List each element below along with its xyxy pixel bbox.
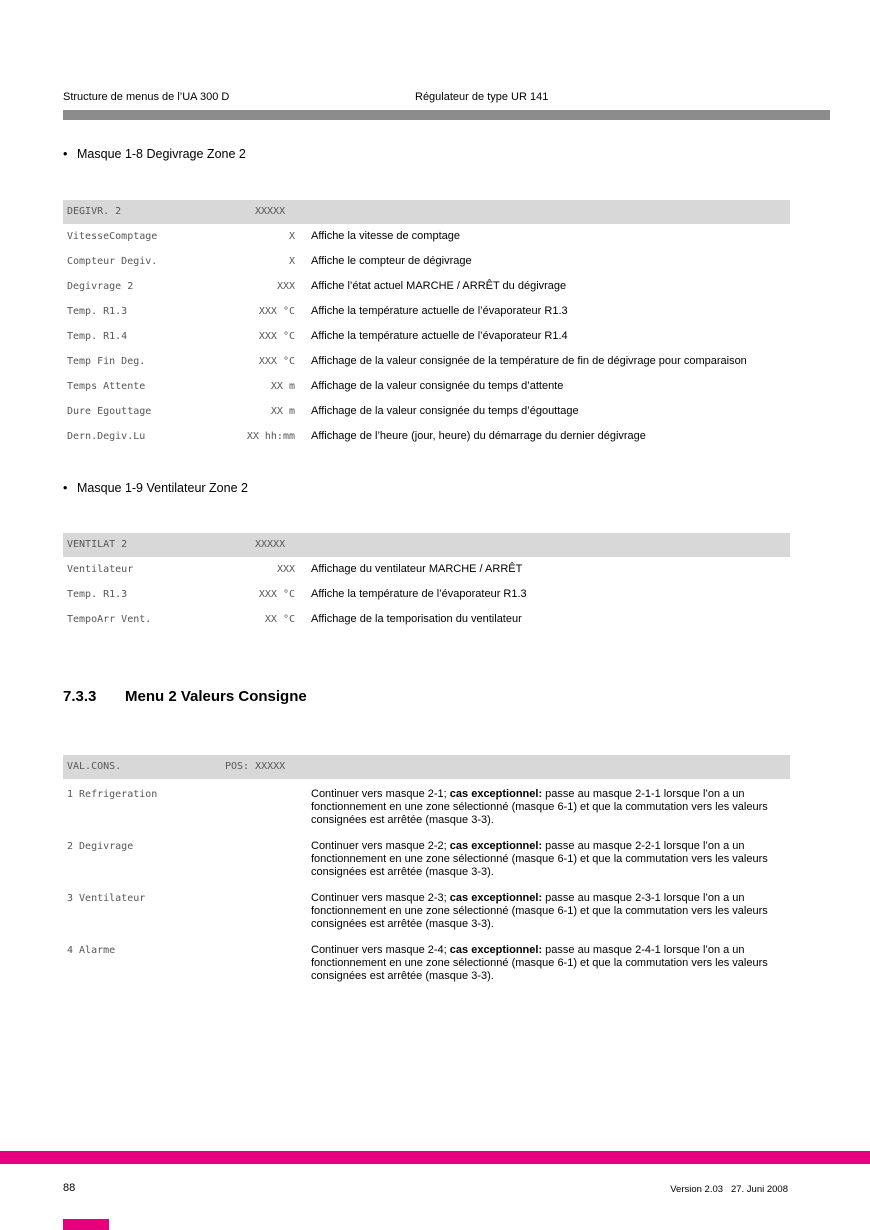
mask-table-header (63, 755, 790, 779)
bullet-masque-1-8 (63, 147, 246, 161)
page-header (63, 90, 830, 104)
field-value: X (288, 256, 295, 267)
field-description: Affichage de la valeur consignée du temps d’attente (311, 380, 564, 392)
field-value: XX m (270, 381, 295, 392)
field-value: X (288, 231, 295, 242)
field-label: Temp. R1.3 (67, 589, 128, 600)
mask-table-val-cons (63, 755, 790, 987)
mask-title: VAL.CONS. (67, 761, 122, 772)
table-row (63, 779, 790, 831)
header-left-text: Structure de menus de l’UA 300 D (63, 91, 230, 103)
page-number: 88 (63, 1182, 76, 1194)
field-description: Affichage du ventilateur MARCHE / ARRÊT (311, 563, 523, 575)
mask-header-value: POS: XXXXX (225, 761, 286, 772)
table-row (63, 883, 790, 935)
mask-table-header (63, 200, 790, 224)
mask-title: DEGIVR. 2 (67, 206, 122, 217)
field-value: XX hh:mm (246, 431, 295, 442)
table-row (63, 274, 790, 299)
version-text: Version 2.03 27. Juni 2008 (670, 1184, 788, 1195)
section-number: 7.3.3 (63, 688, 97, 705)
bullet-marker: • (63, 481, 68, 495)
menu-item-label: 4 Alarme (67, 945, 116, 956)
field-value: XX m (270, 406, 295, 417)
footer-accent-bar (0, 1151, 870, 1164)
field-value: XXX (276, 281, 295, 292)
table-row (63, 935, 790, 987)
field-value: XX °C (264, 614, 295, 625)
table-row (63, 299, 790, 324)
menu-item-description: Continuer vers masque 2-3; cas exceptionnel: passe au masque 2-3-1 lorsque l’on a un fonctionnement en une zone sélectionné (masque 6-1) et que la commutation vers les valeurs consignées est arrêtée (masque 3-3). (311, 892, 768, 930)
mask-header-value: XXXXX (255, 206, 286, 217)
table-row (63, 582, 790, 607)
field-value: XXX °C (258, 331, 295, 342)
menu-item-description: Continuer vers masque 2-1; cas exceptionnel: passe au masque 2-1-1 lorsque l’on a un fonctionnement en une zone sélectionné (masque 6-1) et que la commutation vers les valeurs consignées est arrêtée (masque 3-3). (311, 788, 768, 826)
field-value: XXX °C (258, 589, 295, 600)
field-label: TempoArr Vent. (67, 614, 152, 625)
field-label: VitesseComptage (67, 231, 158, 242)
field-value: XXX °C (258, 356, 295, 367)
field-description: Affiche l’état actuel MARCHE / ARRÊT du dégivrage (311, 280, 567, 292)
field-label: Temp Fin Deg. (67, 356, 146, 367)
field-label: Ventilateur (67, 564, 134, 575)
mask-table-ventilat-2 (63, 533, 790, 632)
mask-table-header (63, 533, 790, 557)
field-label: Compteur Degiv. (67, 256, 158, 267)
field-label: Temp. R1.3 (67, 306, 128, 317)
table-row (63, 324, 790, 349)
field-description: Affichage de l’heure (jour, heure) du démarrage du dernier dégivrage (311, 430, 646, 442)
bullet-masque-1-9-label: Masque 1-9 Ventilateur Zone 2 (77, 481, 248, 495)
bullet-marker: • (63, 147, 68, 161)
mask-table-degivr-2 (63, 200, 790, 449)
mask-title: VENTILAT 2 (67, 539, 128, 550)
field-value: XXX °C (258, 306, 295, 317)
section-heading-733 (63, 688, 307, 705)
bullet-masque-1-8-label: Masque 1-8 Degivrage Zone 2 (77, 147, 246, 161)
field-label: Dure Egouttage (67, 406, 152, 417)
header-right-text: Régulateur de type UR 141 (415, 91, 549, 103)
field-description: Affiche la température actuelle de l’évaporateur R1.3 (311, 305, 568, 317)
field-description: Affiche le compteur de dégivrage (311, 255, 472, 267)
table-row (63, 374, 790, 399)
field-label: Dern.Degiv.Lu (67, 431, 146, 442)
table-row (63, 224, 790, 249)
field-description: Affiche la température actuelle de l’évaporateur R1.4 (311, 330, 568, 342)
field-label: Degivrage 2 (67, 281, 134, 292)
menu-item-label: 3 Ventilateur (67, 893, 146, 904)
field-description: Affiche la température de l’évaporateur R1.3 (311, 588, 527, 600)
section-title: Menu 2 Valeurs Consigne (125, 688, 307, 705)
field-label: Temps Attente (67, 381, 146, 392)
table-row (63, 349, 790, 374)
table-row (63, 607, 790, 632)
header-rule (63, 110, 830, 120)
table-row (63, 831, 790, 883)
bottom-corner-mark (63, 1219, 109, 1230)
field-description: Affichage de la valeur consignée de la température de fin de dégivrage pour comparaison (311, 355, 747, 367)
menu-item-label: 1 Refrigeration (67, 789, 158, 800)
page-footer (63, 1182, 788, 1196)
field-label: Temp. R1.4 (67, 331, 128, 342)
table-row (63, 399, 790, 424)
table-row (63, 424, 790, 449)
field-description: Affiche la vitesse de comptage (311, 230, 460, 242)
mask-header-value: XXXXX (255, 539, 286, 550)
table-row (63, 557, 790, 582)
field-value: XXX (276, 564, 295, 575)
bullet-masque-1-9 (63, 481, 248, 495)
field-description: Affichage de la temporisation du ventilateur (311, 613, 522, 625)
field-description: Affichage de la valeur consignée du temps d’égouttage (311, 405, 579, 417)
menu-item-description: Continuer vers masque 2-4; cas exceptionnel: passe au masque 2-4-1 lorsque l’on a un fonctionnement en une zone sélectionné (masque 6-1) et que la commutation vers les valeurs consignées est arrêtée (masque 3-3). (311, 944, 768, 982)
table-row (63, 249, 790, 274)
menu-item-description: Continuer vers masque 2-2; cas exceptionnel: passe au masque 2-2-1 lorsque l’on a un fonctionnement en une zone sélectionné (masque 6-1) et que la commutation vers les valeurs consignées est arrêtée (masque 3-3). (311, 840, 768, 878)
menu-item-label: 2 Degivrage (67, 841, 134, 852)
